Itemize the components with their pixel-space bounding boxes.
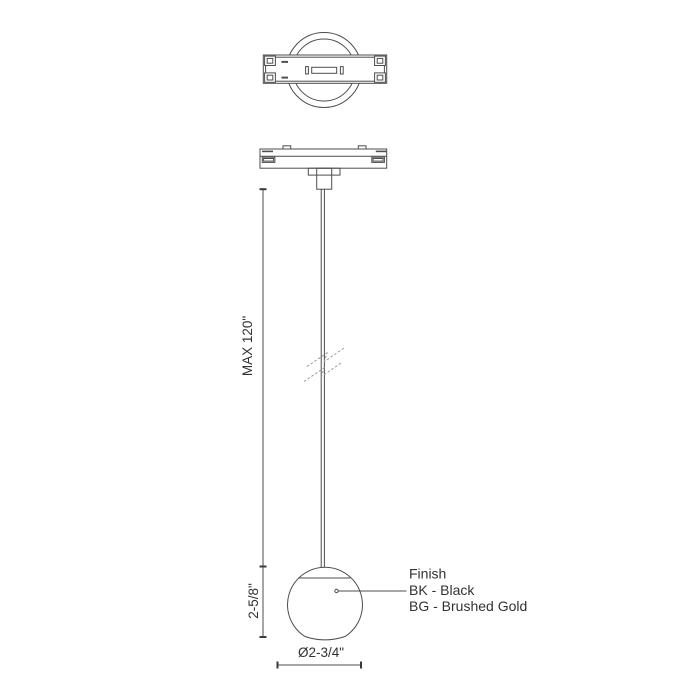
adapter-bar xyxy=(260,149,387,168)
suspension-cable xyxy=(321,189,324,568)
contact-strip-right xyxy=(376,151,387,153)
stem-block xyxy=(317,168,332,189)
finish-heading: Finish xyxy=(409,565,447,582)
corner-clip-top-right xyxy=(375,56,386,65)
top-view-canopy xyxy=(263,33,386,108)
corner-clip-bottom-left xyxy=(265,73,276,82)
finish-option-brushed-gold: BG - Brushed Gold xyxy=(409,598,528,614)
track-adapter-body xyxy=(263,55,386,83)
stem-flange xyxy=(308,168,340,175)
corner-clip-top-left xyxy=(265,56,276,65)
dimension-label-globe-diameter: Ø2-3/4" xyxy=(297,645,345,660)
side-view-track-adapter xyxy=(260,146,387,189)
finish-option-black: BK - Black xyxy=(409,581,475,598)
contact-strip-left xyxy=(262,151,273,153)
dimension-label-globe-height: 2-5/8" xyxy=(246,583,261,619)
globe-pendant xyxy=(287,567,362,640)
contact-mark-top xyxy=(282,61,289,63)
dimension-max-suspension xyxy=(240,189,267,566)
contact-mark-bottom xyxy=(282,77,289,79)
corner-clip-bottom-right xyxy=(375,73,386,82)
dimension-globe-diameter xyxy=(278,645,362,669)
dimension-label-max-suspension: MAX 120" xyxy=(240,315,255,377)
dimension-globe-height xyxy=(246,567,267,638)
finish-note xyxy=(409,566,527,615)
